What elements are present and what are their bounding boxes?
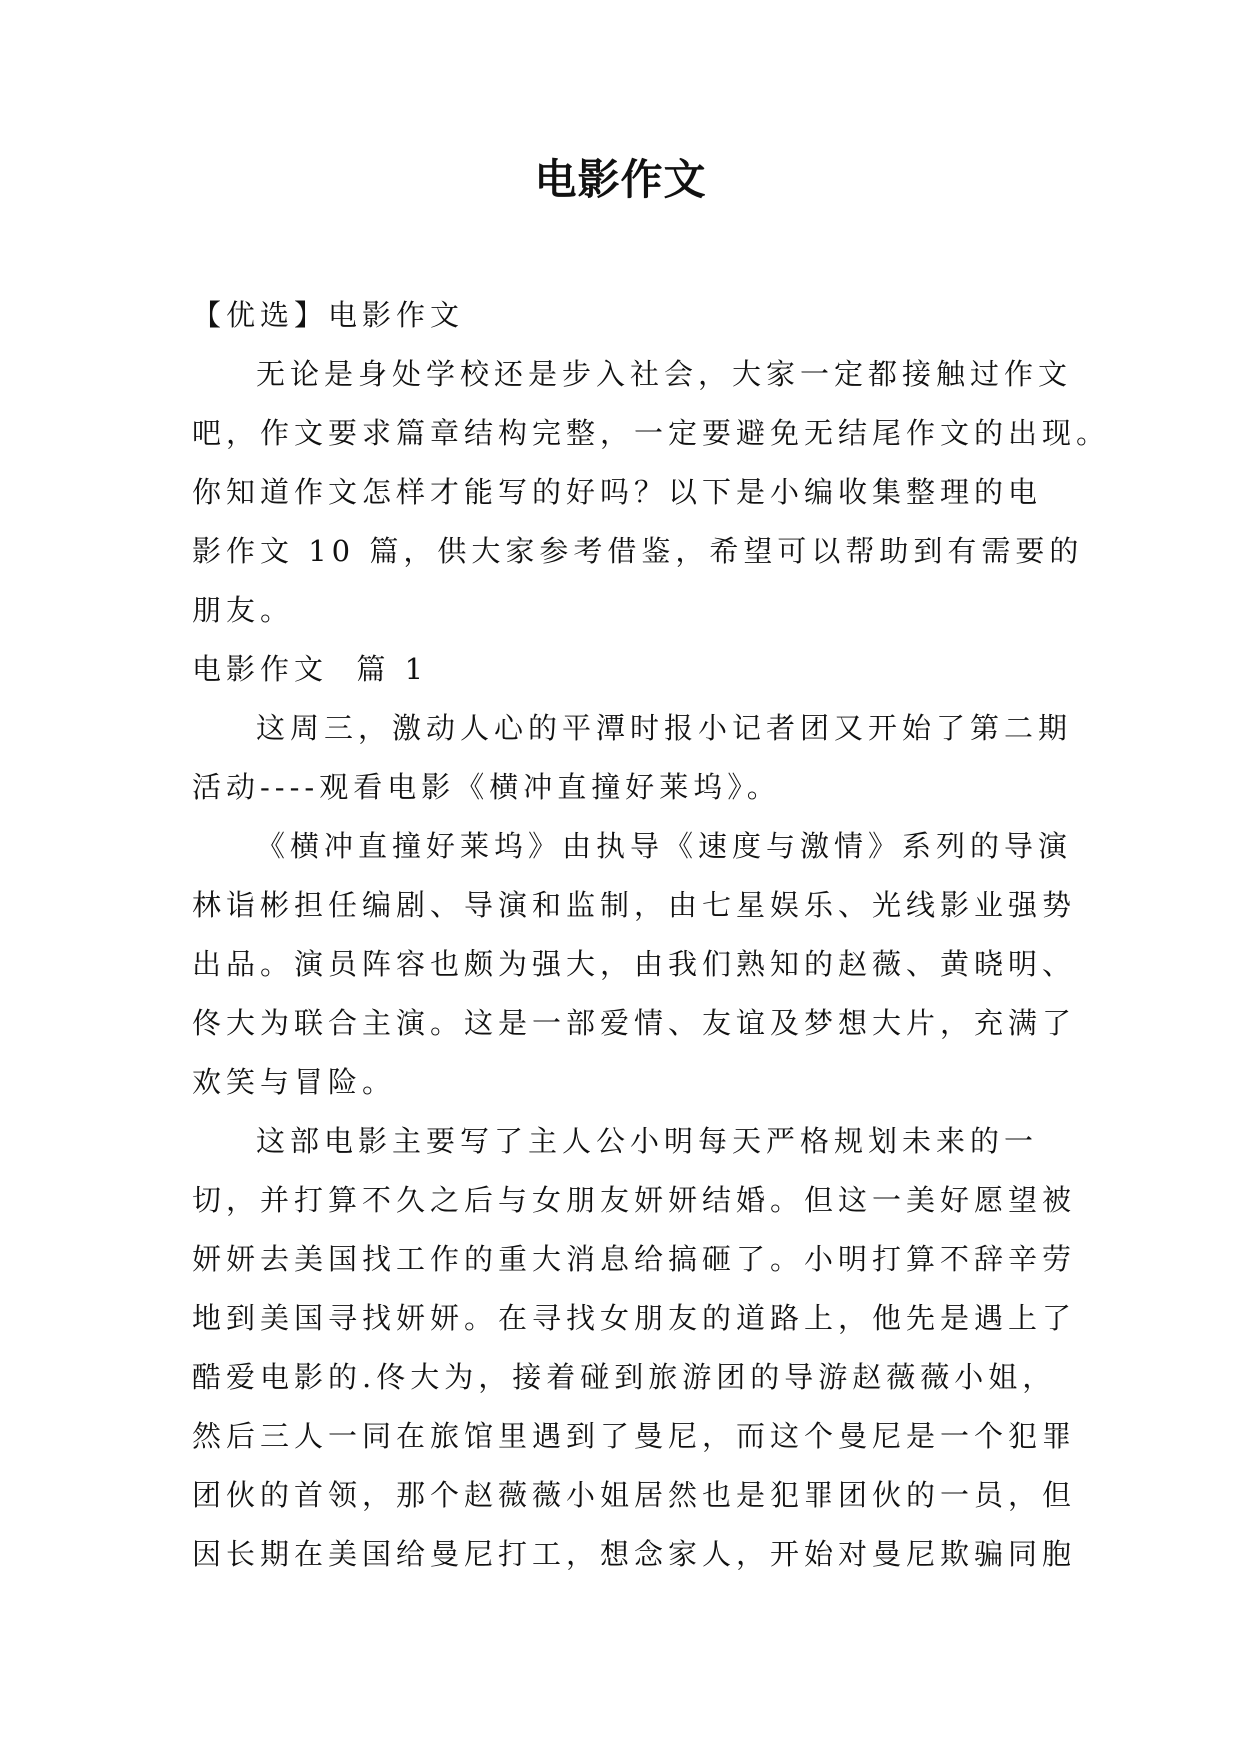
paragraph-line: 影作文 10 篇，供大家参考借鉴，希望可以帮助到有需要的: [192, 534, 1084, 568]
paragraph-line: 切，并打算不久之后与女朋友妍妍结婚。但这一美好愿望被: [192, 1183, 1077, 1217]
paragraph-line: 你知道作文怎样才能写的好吗？以下是小编收集整理的电: [192, 475, 1043, 509]
document-title: 电影作文: [534, 155, 707, 204]
paragraph-line: 佟大为联合主演。这是一部爱情、友谊及梦想大片，充满了: [192, 1006, 1077, 1040]
paragraph-line: 酷爱电影的.佟大为，接着碰到旅游团的导游赵薇薇小姐，: [192, 1360, 1057, 1394]
paragraph-line: 地到美国寻找妍妍。在寻找女朋友的道路上，他先是遇上了: [192, 1301, 1077, 1335]
paragraph-line: 出品。演员阵容也颇为强大，由我们熟知的赵薇、黄晓明、: [192, 947, 1077, 981]
paragraph-line: 林诣彬担任编剧、导演和监制，由七星娱乐、光线影业强势: [192, 888, 1077, 922]
paragraph-line: 《横冲直撞好莱坞》由执导《速度与激情》系列的导演: [256, 829, 1073, 863]
paragraph-line: 然后三人一同在旅馆里遇到了曼尼，而这个曼尼是一个犯罪: [192, 1419, 1077, 1453]
section-heading-line: 电影作文 篇 1: [192, 652, 429, 686]
paragraph-line: 妍妍去美国找工作的重大消息给搞砸了。小明打算不辞辛劳: [192, 1242, 1077, 1276]
paragraph-line: 欢笑与冒险。: [192, 1065, 397, 1099]
paragraph-line: 团伙的首领，那个赵薇薇小姐居然也是犯罪团伙的一员，但: [192, 1478, 1077, 1512]
heading-line: 【优选】电影作文: [192, 298, 465, 332]
paragraph-line: 因长期在美国给曼尼打工，想念家人，开始对曼尼欺骗同胞: [192, 1537, 1077, 1571]
paragraph-line: 这周三，激动人心的平潭时报小记者团又开始了第二期: [256, 711, 1073, 745]
paragraph-line: 这部电影主要写了主人公小明每天严格规划未来的一: [256, 1124, 1039, 1158]
paragraph-line: 朋友。: [192, 593, 295, 627]
paragraph-line: 吧，作文要求篇章结构完整，一定要避免无结尾作文的出现。: [192, 416, 1111, 450]
document-body: [192, 286, 1111, 1584]
paragraph-line: 活动----观看电影《横冲直撞好莱坞》。: [192, 770, 781, 804]
paragraph-line: 无论是身处学校还是步入社会，大家一定都接触过作文: [256, 357, 1073, 391]
